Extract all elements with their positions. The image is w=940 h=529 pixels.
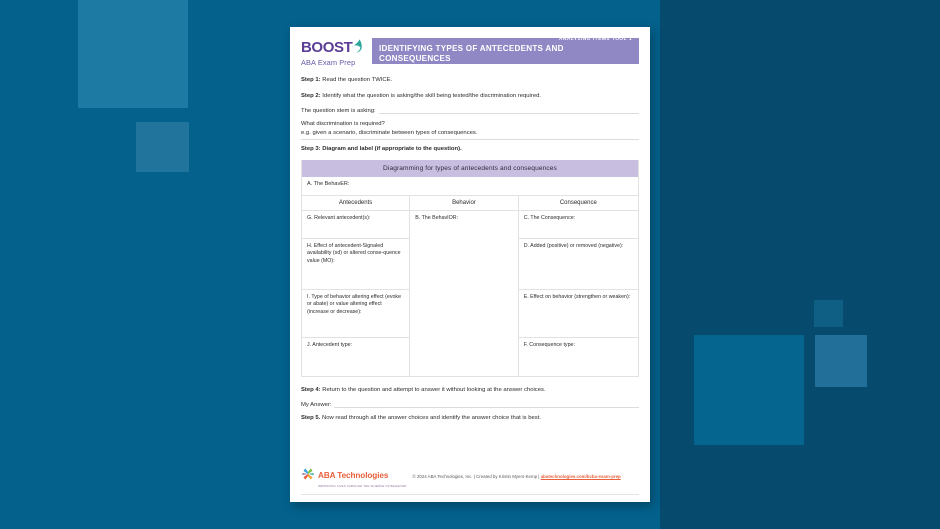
cell-behavior-blank-2[interactable] — [410, 239, 519, 290]
tool-eyebrow: ANALYZING ITEMS TOOL 1 — [558, 37, 632, 43]
tool-title: IDENTIFYING TYPES OF ANTECEDENTS AND CONSEQUENCES — [379, 43, 564, 63]
boost-logo-subtitle: ABA Exam Prep — [301, 57, 356, 67]
boost-swoosh-icon — [353, 39, 362, 56]
aba-technologies-logo — [301, 465, 406, 489]
diagram-title: Diagramming for types of antecedents and consequences — [302, 160, 638, 177]
decorative-square-4 — [815, 335, 867, 387]
document-page — [290, 27, 650, 502]
footer-copyright — [412, 474, 620, 479]
decorative-square-3 — [814, 300, 843, 327]
step-5 — [301, 414, 639, 423]
my-answer-write-line[interactable] — [334, 401, 639, 408]
cell-effect-on-behavior[interactable]: E. Effect on behavior (strengthen or weaken): — [519, 290, 638, 338]
discrimination-block — [301, 120, 639, 138]
decorative-square-1 — [78, 0, 188, 108]
discrimination-divider — [301, 139, 639, 140]
cell-antecedent-type[interactable]: J. Antecedent type: — [302, 338, 410, 376]
aba-logo-text — [318, 465, 406, 489]
step-4 — [301, 386, 639, 395]
question-stem-write-line[interactable] — [379, 107, 639, 114]
aba-org-tagline: IMPROVING LIVES THROUGH THE SCIENCE OF BEHAVIOR — [318, 484, 407, 488]
question-stem-label: The question stem is asking: — [301, 108, 376, 115]
step-2-label: Step 2: — [301, 92, 321, 99]
cell-behavior-blank-4[interactable] — [410, 338, 519, 376]
footer-link[interactable]: abatechnologies.com/bcba-exam-prep — [540, 473, 621, 479]
decorative-square-5 — [694, 335, 804, 445]
table-row — [302, 290, 638, 338]
pinwheel-icon — [301, 467, 315, 486]
table-row — [302, 211, 638, 239]
my-answer-field[interactable] — [301, 401, 639, 408]
table-row — [302, 338, 638, 376]
diagram-column-headers — [302, 196, 638, 211]
boost-logo-wordmark — [301, 39, 367, 56]
diagram-table — [301, 160, 639, 377]
steps-bottom — [301, 386, 639, 423]
cell-the-consequence[interactable]: C. The Consequence: — [519, 211, 638, 239]
title-banner — [372, 38, 639, 64]
document-header — [301, 38, 639, 66]
step-2-text: Identify what the question is asking/the skill being tested/the discrimination required. — [322, 92, 542, 99]
footer-divider — [301, 494, 639, 495]
column-header-consequence: Consequence — [559, 199, 597, 206]
background-right-panel — [660, 0, 940, 529]
document-footer — [301, 465, 639, 489]
step-4-label: Step 4: — [301, 386, 321, 393]
cell-consequence-type[interactable]: F. Consequence type: — [523, 341, 575, 348]
step-5-text: Now read through all the answer choices and identify the answer choice that is best. — [321, 415, 542, 422]
cell-behavior-altering-effect[interactable]: I. Type of behavior altering effect (evoke or abate) or value altering effect (increase or decrease): — [302, 290, 410, 338]
aba-org-name: ABA Technologies — [318, 470, 389, 480]
table-row — [302, 239, 638, 290]
step-3: Step 3: Diagram and label (if appropriate to the question). — [301, 145, 462, 152]
my-answer-label: My Answer: — [301, 402, 332, 409]
step-5-label: Step 5. — [301, 415, 321, 422]
column-header-antecedents: Antecedents — [302, 196, 410, 210]
question-stem-field[interactable] — [301, 107, 639, 114]
step-1-label: Step 1: — [301, 77, 321, 83]
cell-added-removed[interactable]: D. Added (positive) or removed (negative): — [519, 239, 638, 290]
decorative-square-2 — [136, 122, 189, 172]
cell-relevant-antecedents[interactable]: G. Relevant antecedent(s): — [302, 211, 410, 239]
boost-logo — [301, 38, 367, 67]
cell-antecedent-effect[interactable]: H. Effect of antecedent-Signaled availability (sd) or altered conse-quence value (MO): — [302, 239, 410, 290]
discrimination-example: e.g. given a scenario, discriminate between types of consequences. — [301, 129, 478, 136]
cell-the-behavior[interactable]: B. The BehavIOR: — [410, 211, 519, 239]
steps-top — [301, 76, 639, 152]
step-4-text: Return to the question and attempt to answer it without looking at the answer choices. — [322, 386, 546, 393]
footer-copyright-text: © 2024 ABA Technologies, Inc. | Created by Kristin Myers-Kemp | — [412, 473, 540, 479]
cell-behavior-blank-3[interactable] — [410, 290, 519, 338]
behaver-row[interactable]: A. The BehavER: — [302, 177, 638, 196]
column-header-behavior: Behavior — [410, 196, 519, 210]
boost-logo-text: BOOST — [301, 39, 353, 56]
step-1-text: Read the question TWICE. — [322, 77, 393, 83]
step-1 — [301, 76, 639, 85]
step-2 — [301, 92, 639, 101]
discrimination-question: What discrimination is required? — [301, 121, 385, 128]
